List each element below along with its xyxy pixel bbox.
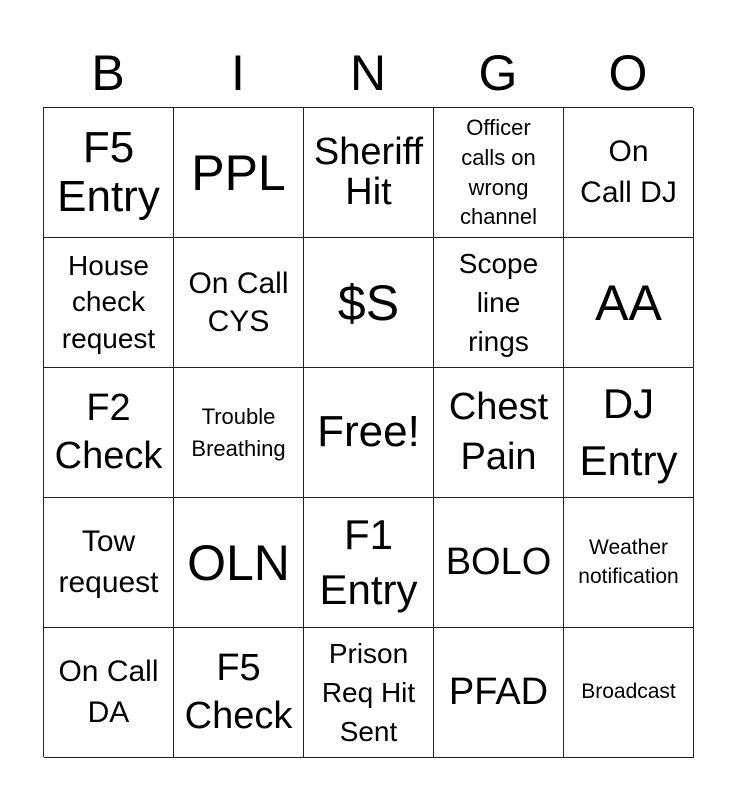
bingo-cell-text: F5 Entry bbox=[57, 123, 160, 221]
bingo-cell-r1-c2[interactable] bbox=[174, 108, 304, 238]
bingo-cell-text: PPL bbox=[191, 144, 286, 201]
bingo-cell-r3-c1[interactable] bbox=[44, 368, 174, 498]
bingo-cell-r4-c4[interactable] bbox=[434, 498, 564, 628]
bingo-cell-r5-c4[interactable] bbox=[434, 628, 564, 758]
bingo-cell-text: Tow request bbox=[58, 525, 159, 599]
bingo-cell-text: Prison Req Hit Sent bbox=[321, 637, 416, 748]
bingo-header bbox=[43, 38, 693, 108]
bingo-cell-r1-c1[interactable] bbox=[44, 108, 174, 238]
bingo-cell-r3-c3[interactable] bbox=[304, 368, 434, 498]
bingo-cell-r5-c5[interactable] bbox=[564, 628, 694, 758]
bingo-cell-r4-c1[interactable] bbox=[44, 498, 174, 628]
bingo-cell-text: House check request bbox=[61, 249, 156, 354]
bingo-board bbox=[43, 107, 693, 757]
bingo-cell-r2-c5[interactable] bbox=[564, 238, 694, 368]
bingo-cell-text: Free! bbox=[317, 407, 420, 457]
bingo-cell-r5-c3[interactable] bbox=[304, 628, 434, 758]
bingo-cell-r3-c5[interactable] bbox=[564, 368, 694, 498]
bingo-cell-r2-c4[interactable] bbox=[434, 238, 564, 368]
header-letter-b: B bbox=[91, 45, 125, 101]
bingo-cell-text: BOLO bbox=[445, 540, 552, 583]
bingo-cell-text: Trouble Breathing bbox=[191, 403, 286, 461]
bingo-cell-text: AA bbox=[595, 274, 662, 331]
header-letter-n: N bbox=[349, 45, 387, 101]
bingo-cell-r4-c2[interactable] bbox=[174, 498, 304, 628]
bingo-cell-r2-c2[interactable] bbox=[174, 238, 304, 368]
bingo-cell-text: On Call CYS bbox=[188, 267, 289, 338]
bingo-cell-text: Broadcast bbox=[581, 680, 676, 704]
bingo-cell-text: On Call DJ bbox=[580, 135, 677, 209]
bingo-cell-r3-c2[interactable] bbox=[174, 368, 304, 498]
bingo-cell-r5-c1[interactable] bbox=[44, 628, 174, 758]
bingo-cell-text: DJ Entry bbox=[579, 379, 678, 484]
bingo-cell-r1-c5[interactable] bbox=[564, 108, 694, 238]
header-letter-g: G bbox=[478, 45, 518, 101]
header-letter-i: I bbox=[231, 45, 245, 101]
bingo-cell-text: $S bbox=[337, 274, 400, 331]
bingo-cell-text: Scope line rings bbox=[458, 247, 539, 358]
bingo-cell-r3-c4[interactable] bbox=[434, 368, 564, 498]
bingo-cell-r4-c5[interactable] bbox=[564, 498, 694, 628]
bingo-cell-text: OLN bbox=[187, 534, 290, 591]
bingo-cell-text: PFAD bbox=[448, 670, 549, 713]
bingo-cell-r1-c4[interactable] bbox=[434, 108, 564, 238]
bingo-cell-text: F2 Check bbox=[54, 387, 163, 477]
bingo-cell-text: Weather notification bbox=[578, 536, 679, 588]
bingo-cell-r1-c3[interactable] bbox=[304, 108, 434, 238]
bingo-cell-r5-c2[interactable] bbox=[174, 628, 304, 758]
bingo-cell-text: Chest Pain bbox=[448, 386, 549, 478]
header-letter-o: O bbox=[608, 45, 648, 101]
bingo-cell-r2-c3[interactable] bbox=[304, 238, 434, 368]
bingo-cell-text: On Call DA bbox=[58, 655, 159, 729]
bingo-cell-text: F5 Check bbox=[184, 647, 293, 737]
bingo-cell-r4-c3[interactable] bbox=[304, 498, 434, 628]
bingo-cell-r2-c1[interactable] bbox=[44, 238, 174, 368]
bingo-cell-text: Officer calls on wrong channel bbox=[459, 115, 538, 230]
bingo-cell-text: F1 Entry bbox=[319, 510, 418, 613]
bingo-cell-text: Sheriff Hit bbox=[313, 130, 424, 213]
